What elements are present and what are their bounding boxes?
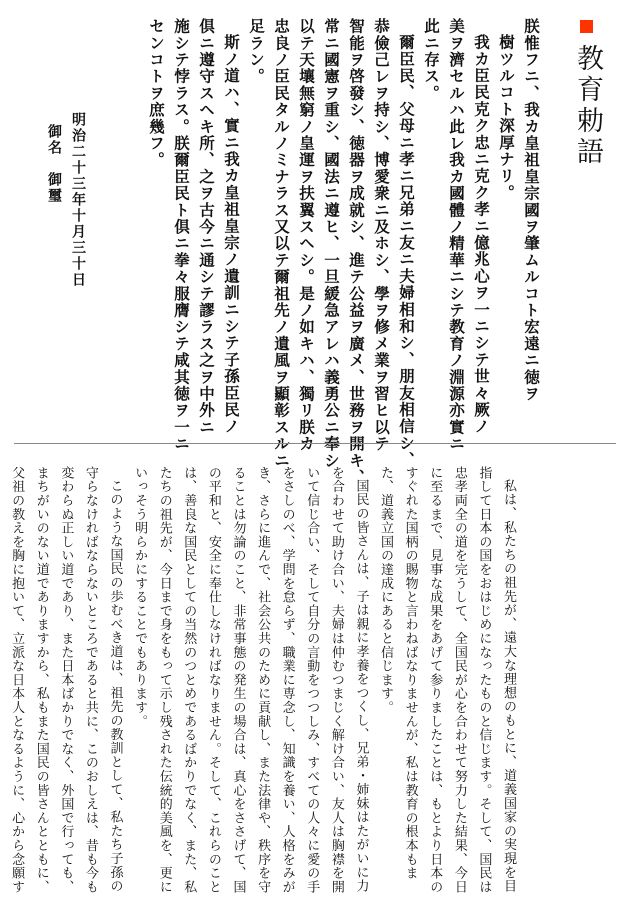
section-divider bbox=[14, 443, 616, 444]
rescript-date: 明治二十三年十月三十日 bbox=[70, 112, 86, 288]
translation-paragraph: このような国民の歩むべき道は、祖先の教訓として、私たち子孫の守らなければならないところであると共に、このおしえは、昔も今も変わらぬ正しい道であり、また日本ばかりでなく、外国で行っても、まちがいのない道でありますから、私もまた国民の皆さんとともに、父祖の教えを胸に抱いて、立派な日本人となるように、心から念願す bbox=[9, 466, 123, 894]
rescript-signature bbox=[42, 112, 90, 352]
rescript-line: 倶ニ遵守スヘキ所、之ヲ古今ニ通シテ謬ラス之ヲ中外ニ bbox=[197, 18, 216, 436]
rescript-line: 施シテ悖ラス。朕爾臣民ト倶ニ拳々服膺シテ咸其徳ヲ一ニ bbox=[172, 18, 191, 453]
rescript-line: 此ニ存ス。 bbox=[422, 18, 441, 102]
rescript-line: 我カ臣民克ク忠ニ克ク孝ニ億兆心ヲ一ニシテ世々厥ノ bbox=[472, 34, 491, 435]
rescript-line: 常ニ國憲ヲ重シ、國法ニ遵ヒ、一旦緩急アレハ義勇公ニ奉シ bbox=[322, 18, 341, 469]
rescript-line: 樹ツルコト深厚ナリ。 bbox=[497, 34, 516, 201]
rescript-line: 以テ天壤無窮ノ皇運ヲ扶翼スヘシ。是ノ如キハ、獨リ朕カ bbox=[297, 18, 316, 453]
rescript-line: 足ラン。 bbox=[247, 18, 266, 85]
rescript-line: 美ヲ濟セルハ此レ我カ國體ノ精華ニシテ教育ノ淵源亦實ニ bbox=[447, 18, 466, 453]
rescript-line: 忠良ノ臣民タルノミナラス又以テ爾祖先ノ遺風ヲ顯彰スルニ bbox=[272, 18, 291, 469]
rescript-line: 智能ヲ啓發シ、徳器ヲ成就シ、進テ公益ヲ廣メ、世務ヲ開キ、 bbox=[347, 18, 366, 486]
rescript-line: 斯ノ道ハ、實ニ我カ皇祖皇宗ノ遺訓ニシテ子孫臣民ノ bbox=[222, 34, 241, 435]
translation-paragraph: 私は、私たちの祖先が、遠大な理想のもとに、道義国家の実現を目指して日本の国をおはじめになったものと信じます。そして、国民は忠孝両全の道を完うして、全国民が心を合わせて努力した結果、今日に至るまで、見事な成果をあげて参りましたことは、もとより日本のすぐれた国柄の賜物と言わねばなりませんが、私は教育の根本もまた、道義立国の達成にあると信じます。 bbox=[378, 466, 516, 894]
rescript-line: センコトヲ庶幾フ。 bbox=[147, 18, 166, 169]
rescript-line: 朕惟フニ、我カ皇祖皇宗國ヲ肇ムルコト宏遠ニ徳ヲ bbox=[522, 18, 541, 403]
page-title: 教育勅語 bbox=[572, 44, 603, 168]
translation-paragraph: 国民の皆さんは、子は親に孝養をつくし、兄弟・姉妹はたがいに力を合わせて助け合い、夫婦は仲むつまじく解け合い、友人は胸襟を開いて信じ合い、そして自分の言動をつつしみ、すべての人々に愛の手をさしのべ、学問を怠らず、職業に専念し、知識を養い、人格をみがき、さらに進んで、社会公共のために貢献し、また法律や、秩序を守ることは勿論のこと、非常事態の発生の場合は、真心をささげて、国の平和と、安全に奉仕しなければなりません。そして、これらのことは、善良な国民としての当然のつとめであるばかりでなく、また、私たちの祖先が、今日まで身をもって示し残された伝統的美風を、更にいっそう明らかにすることでもあります。 bbox=[132, 466, 369, 894]
rescript-line: 爾臣民、父母ニ孝ニ兄弟ニ友ニ夫婦相和シ、朋友相信シ、 bbox=[397, 34, 416, 469]
rescript-line: 恭儉己レヲ持シ、博愛衆ニ及ホシ、學ヲ修メ業ヲ習ヒ以テ bbox=[372, 18, 391, 453]
imperial-rescript-text bbox=[44, 18, 544, 486]
title-marker bbox=[580, 20, 593, 33]
rescript-seal-names: 御名 御璽 bbox=[46, 124, 62, 204]
modern-translation bbox=[9, 466, 520, 906]
